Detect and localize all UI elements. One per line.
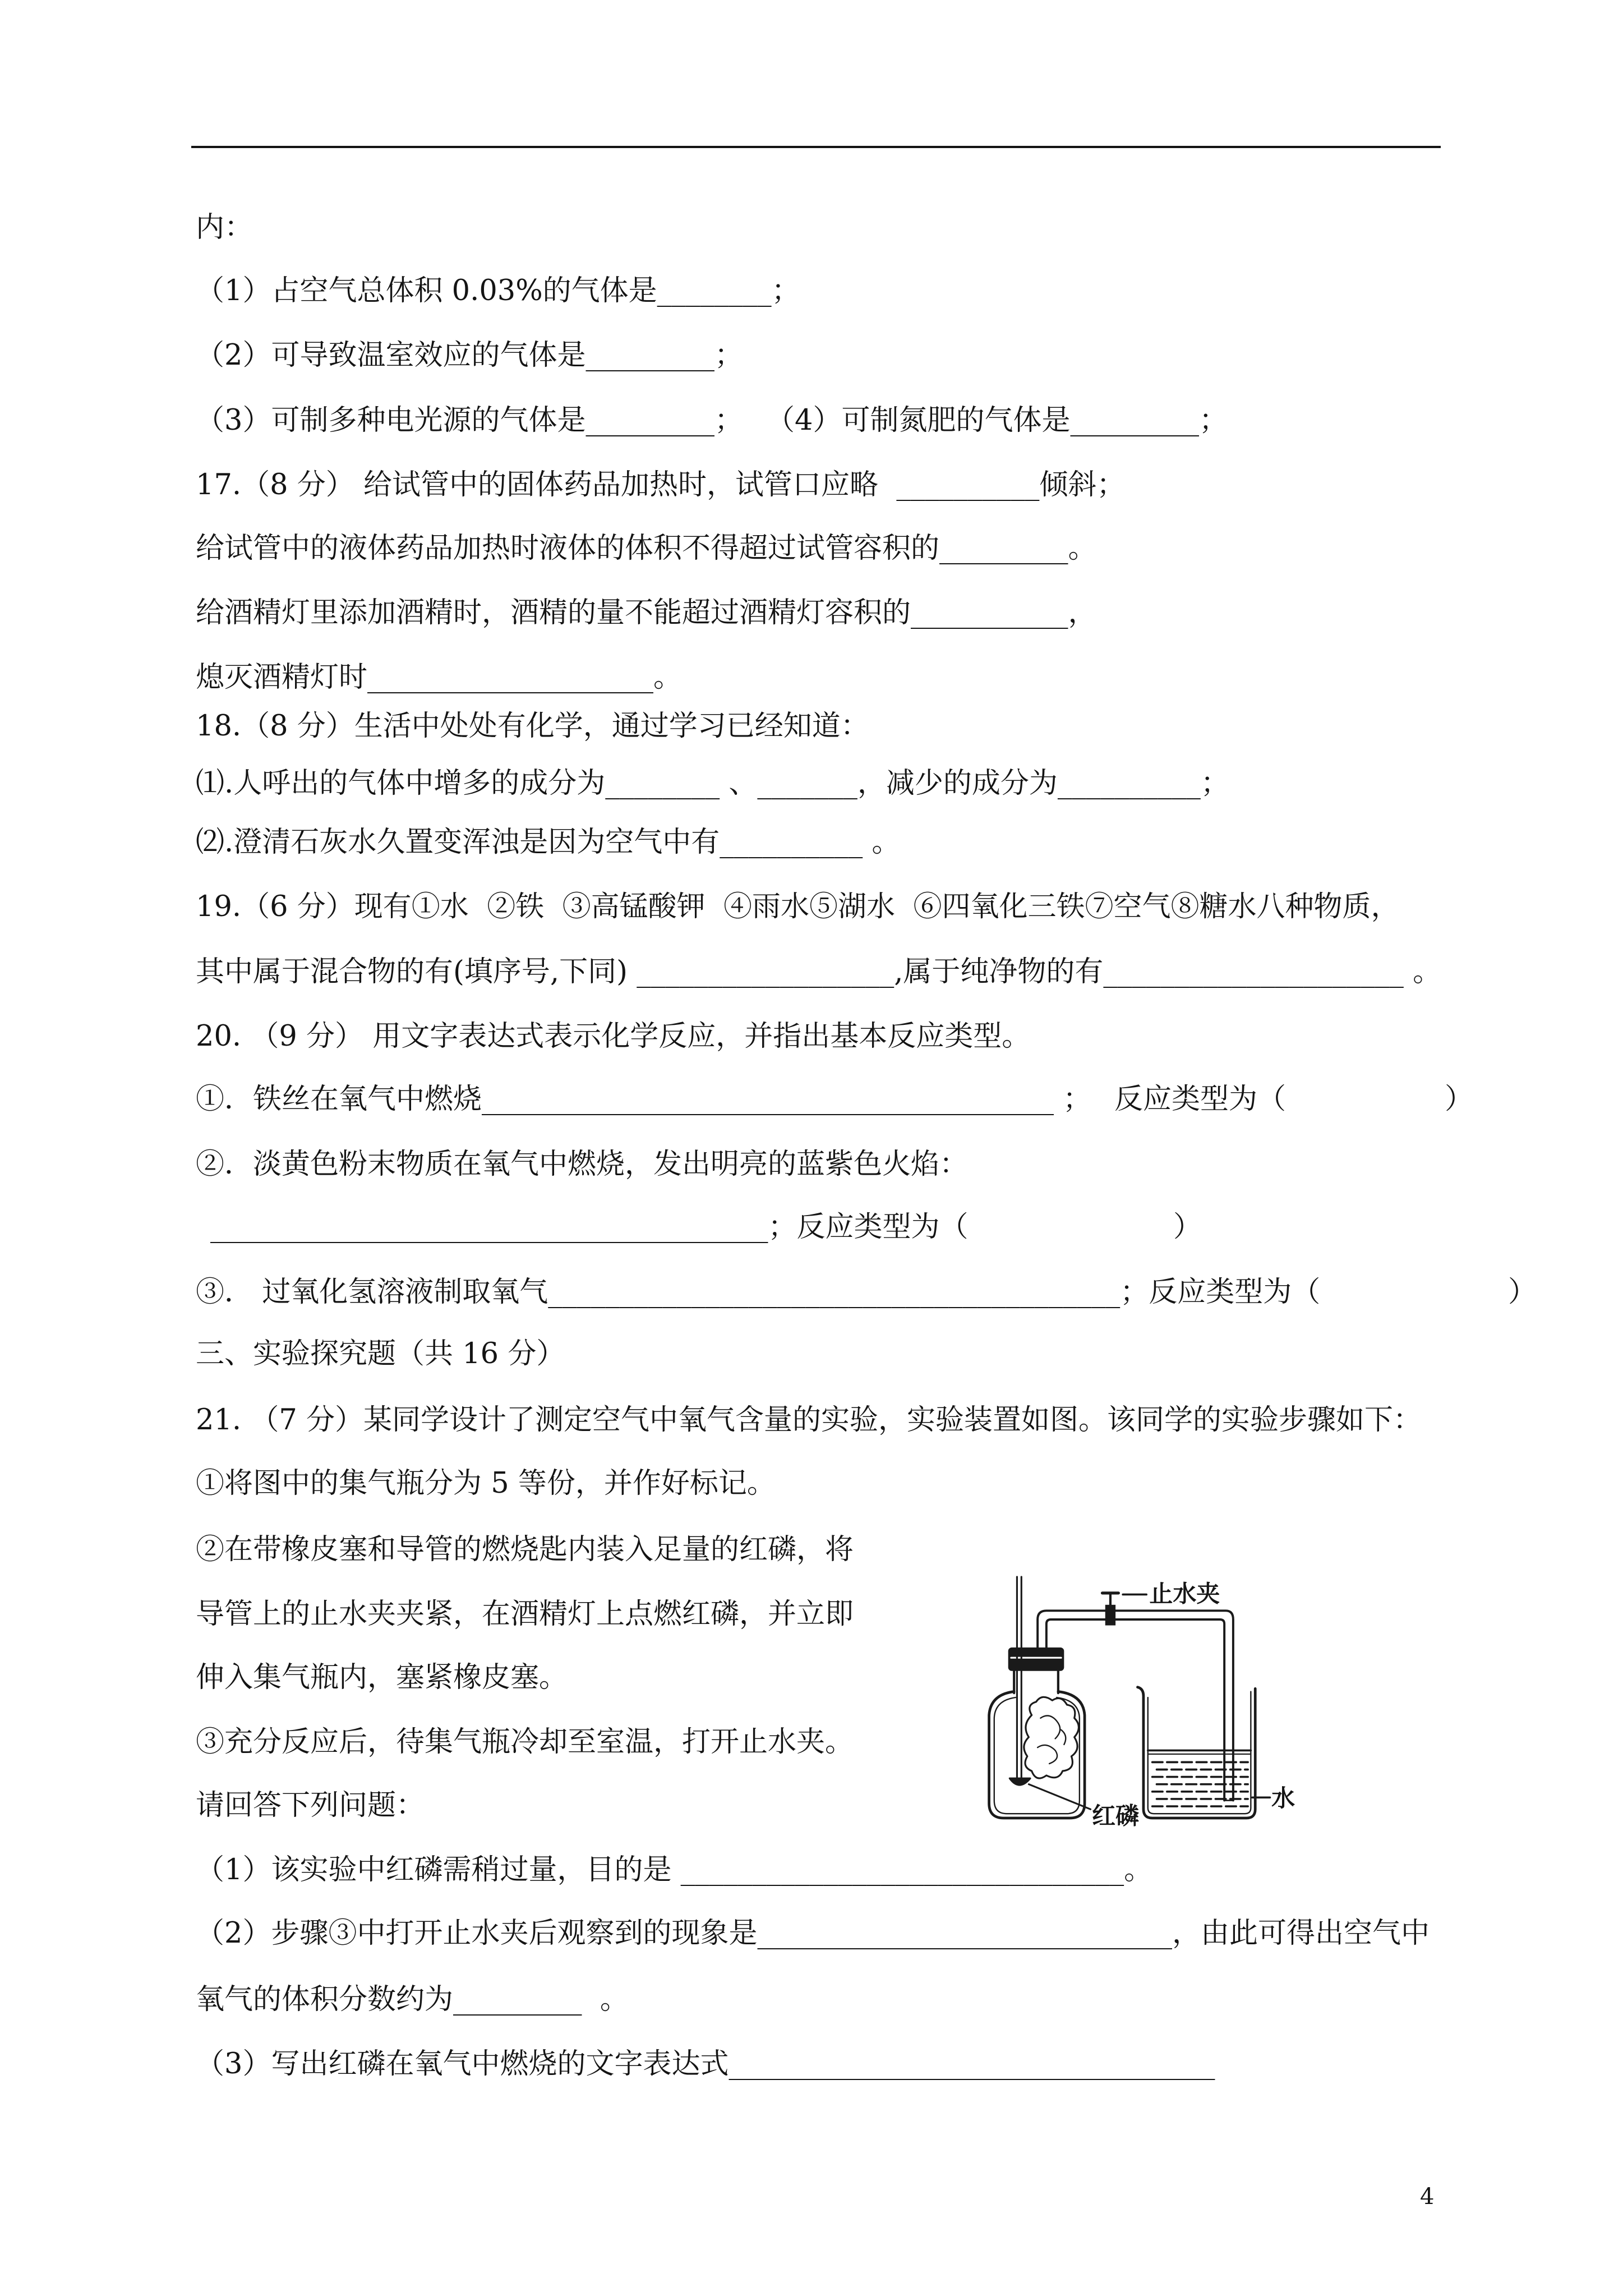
water-in-beaker xyxy=(1148,1750,1251,1806)
q16-intro: 内： xyxy=(196,211,253,244)
q21-sub-1: （1）该实验中红磷需稍过量，目的是 _______________________________。 xyxy=(196,1853,1153,1887)
clamp-label: 止水夹 xyxy=(1149,1580,1220,1608)
q20-item-2: ②．淡黄色粉末物质在氧气中燃烧，发出明亮的蓝紫色火焰： xyxy=(196,1148,969,1181)
q20-item-2-blank: _______________________________________；反应类型为（ xyxy=(210,1211,969,1244)
q17-line-3: 给酒精灯里添加酒精时，酒精的量不能超过酒精灯容积的___________， xyxy=(196,596,1097,629)
collecting-bottle xyxy=(989,1648,1085,1818)
q16-item-2: （2）可导致温室效应的气体是_________； xyxy=(196,339,743,372)
q20-item-1: ①．铁丝在氧气中燃烧________________________________________ ； xyxy=(196,1083,1092,1116)
q17-line-4: 熄灭酒精灯时____________________。 xyxy=(196,661,683,694)
page-number: 4 xyxy=(1420,2184,1435,2210)
q16-item-1: （1）占空气总体积 0.03%的气体是________； xyxy=(196,274,800,307)
q21-step-2-line-2: 导管上的止水夹夹紧，在酒精灯上点燃红磷，并立即 xyxy=(196,1598,854,1631)
header-rule xyxy=(191,146,1441,148)
q21-step-2-line-1: ②在带橡皮塞和导管的燃烧匙内装入足量的红磷，将 xyxy=(196,1533,854,1566)
combustion-spoon xyxy=(1009,1577,1030,1785)
q21-sub-2: （2）步骤③中打开止水夹后观察到的现象是_____________________________，由此可得出空气中 xyxy=(196,1917,1430,1950)
q20-item-1-reaction-type: 反应类型为（ xyxy=(1114,1083,1287,1116)
q17-line-1: 17.（8 分） 给试管中的固体药品加热时，试管口应略 __________倾斜； xyxy=(196,468,1126,501)
beaker-inner-outline xyxy=(1148,1692,1251,1814)
q20-item-2-close-paren: ） xyxy=(1173,1211,1202,1244)
section-3-title: 三、实验探究题（共 16 分） xyxy=(196,1337,565,1370)
q20-title: 20. （9 分） 用文字表达式表示化学反应，并指出基本反应类型。 xyxy=(196,1020,1031,1053)
bottle-inner-outline xyxy=(994,1697,1080,1814)
q20-item-3: ③． 过氧化氢溶液制取氧气________________________________________；反应类型为（ xyxy=(196,1276,1321,1309)
spoon-cup xyxy=(1009,1778,1030,1785)
q16-item-3: （3）可制多种电光源的气体是_________； xyxy=(196,404,743,437)
tube-inner-wall xyxy=(1046,1619,1224,1801)
q19-line-2: 其中属于混合物的有(填序号,下同) __________________,属于纯净物的有_____________________ 。 xyxy=(196,955,1442,988)
q20-item-1-close-paren: ） xyxy=(1445,1083,1474,1116)
q21-step-3: ③充分反应后，待集气瓶冷却至室温，打开止水夹。 xyxy=(196,1726,854,1759)
clamp-body xyxy=(1105,1605,1115,1626)
bottle-outline xyxy=(989,1692,1085,1819)
q21-title: 21. （7 分）某同学设计了测定空气中氧气含量的实验，实验装置如图。该同学的实验步骤如下： xyxy=(196,1404,1422,1437)
q18-title: 18.（8 分）生活中处处有化学，通过学习已经知道： xyxy=(196,710,869,743)
phosphorus-label-leader xyxy=(1029,1784,1090,1810)
q21-step-1: ①将图中的集气瓶分为 5 等份，并作好标记。 xyxy=(196,1467,776,1500)
q21-step-2-line-3: 伸入集气瓶内，塞紧橡皮塞。 xyxy=(196,1661,568,1694)
smoke-cloud-outline xyxy=(1024,1697,1079,1778)
q21-prompt: 请回答下列问题： xyxy=(196,1789,425,1822)
apparatus-diagram xyxy=(976,1565,1307,1830)
phosphorus-label: 红磷 xyxy=(1092,1802,1140,1830)
q18-item-1: ⑴.人呼出的气体中增多的成分为________ 、_______，减少的成分为__________； xyxy=(196,767,1229,800)
q17-line-2: 给试管中的液体药品加热时液体的体积不得超过试管容积的_________。 xyxy=(196,532,1097,565)
smoke-cloud-detail xyxy=(1038,1716,1066,1764)
white-smoke xyxy=(1024,1697,1079,1778)
q16-item-4: （4）可制氮肥的气体是_________； xyxy=(766,404,1228,437)
q21-sub-3: （3）写出红磷在氧气中燃烧的文字表达式__________________________________ xyxy=(196,2047,1215,2081)
q18-item-2: ⑵.澄清石灰水久置变浑浊是因为空气中有__________ 。 xyxy=(196,826,901,859)
water-label: 水 xyxy=(1271,1784,1295,1812)
q19-line-1: 19.（6 分）现有①水 ②铁 ③高锰酸钾 ④雨水⑤湖水 ⑥四氧化三铁⑦空气⑧糖水八种物质， xyxy=(196,890,1400,923)
q21-sub-2-continued: 氧气的体积分数约为_________ 。 xyxy=(196,1983,629,2016)
q20-item-3-close-paren: ） xyxy=(1508,1276,1537,1309)
